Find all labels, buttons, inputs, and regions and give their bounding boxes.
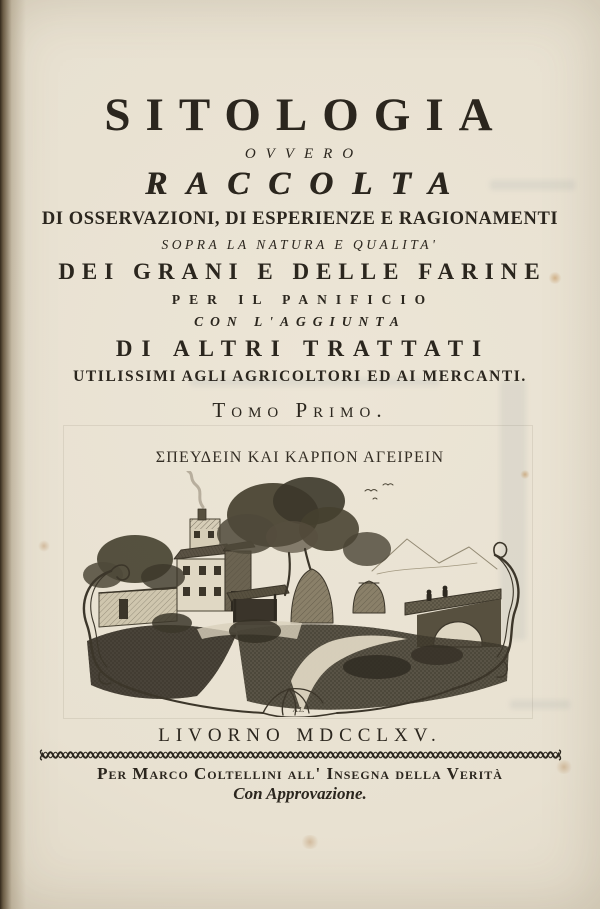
bush: [411, 645, 463, 665]
chimney-smoke: [188, 471, 203, 507]
bush: [343, 655, 411, 679]
subtitle-grani-farine: DEI GRANI E DELLE FARINE: [58, 259, 547, 284]
engraver-signature: A.L.: [293, 705, 305, 714]
foxing-spot: [300, 835, 320, 849]
subtitle-aggiunta: CON L'AGGIUNTA: [194, 313, 406, 329]
imprint-publisher: Per Marco Coltellini all' Insegna della Verità: [97, 763, 503, 783]
subtitle-utilissimi: UTILISSIMI AGLI AGRICOLTORI ED AI MERCANTI.: [73, 368, 527, 385]
tower-chimney: [198, 509, 206, 520]
bush: [229, 619, 281, 643]
haystack-cones: [291, 569, 385, 623]
wall-door: [119, 599, 128, 619]
greek-motto: ΣΠΕΥΔΕΙΝ ΚΑΙ ΚΑΡΠΟΝ ΑΓΕΙΡΕΙΝ: [155, 448, 445, 466]
subtitle-raccolta: RACCOLTA: [145, 166, 469, 202]
subtitle-panificio: PER IL PANIFICIO: [171, 292, 435, 307]
imprint-city-year: LIVORNO MDCCLXV.: [158, 724, 442, 746]
volume-number: Tomo Primo.: [212, 397, 388, 422]
braided-rule: [0, 749, 600, 761]
bush: [152, 613, 192, 633]
subtitle-osservazioni: DI OSSERVAZIONI, DI ESPERIENZE E RAGIONAMENTI: [41, 209, 559, 229]
subtitle-sopra-natura: SOPRA LA NATURA E QUALITA': [161, 236, 439, 252]
title-vignette-engraving: [77, 471, 523, 717]
book-title: SITOLOGIA: [104, 89, 508, 141]
imprint-approval: Con Approvazione.: [233, 783, 367, 803]
subtitle-ovvero: OVVERO: [244, 146, 364, 162]
distant-hills: [372, 539, 497, 574]
subtitle-altri-trattati: DI ALTRI TRATTATI: [115, 336, 491, 361]
birds: [365, 483, 393, 498]
